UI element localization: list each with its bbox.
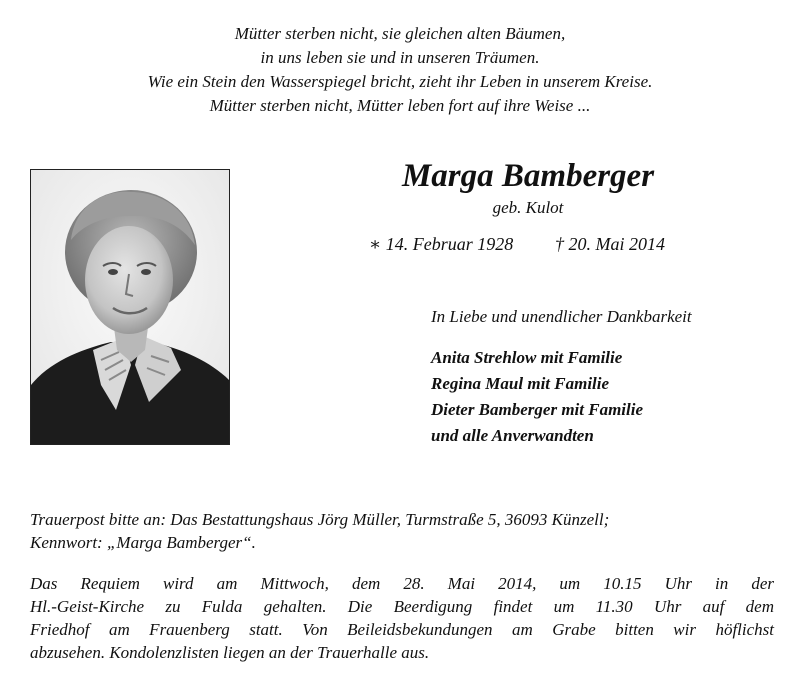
poem-line: Mütter sterben nicht, sie gleichen alten Bäumen, (234, 24, 566, 43)
mourner-name: Anita Strehlow mit Familie (431, 348, 623, 367)
requiem-line: Das Requiem wird am Mittwoch, dem 28. Mai 2014, um 10.15 Uhr in der (30, 574, 774, 593)
requiem-notice (30, 572, 774, 664)
requiem-line: Friedhof am Frauenberg statt. Von Beileidsbekundungen am Grabe bitten wir höflichst (30, 620, 774, 639)
poem-line: Mütter sterben nicht, Mütter leben fort auf ihre Weise ... (209, 96, 591, 115)
requiem-line: abzusehen. Kondolenzlisten liegen an der Trauerhalle aus. (30, 643, 430, 662)
mourner-name: Dieter Bamberger mit Familie (431, 400, 644, 419)
birth-date: ∗ 14. Februar 1928 (369, 234, 514, 254)
portrait-photo (30, 169, 230, 445)
mail-line: Trauerpost bitte an: Das Bestattungshaus Jörg Müller, Turmstraße 5, 36093 Künzell; (30, 510, 610, 529)
portrait-photo-icon (31, 170, 229, 444)
poem-line: in uns leben sie und in unseren Träumen. (260, 48, 540, 67)
mail-line: Kennwort: „Marga Bamberger“. (30, 533, 256, 552)
poem (0, 22, 800, 118)
death-date: † 20. Mai 2014 (555, 234, 665, 254)
mourners-list (431, 345, 643, 449)
condolence-mail-address (30, 508, 609, 554)
mourners-intro: In Liebe und unendlicher Dankbarkeit (431, 307, 692, 326)
poem-line: Wie ein Stein den Wasserspiegel bricht, zieht ihr Leben in unserem Kreise. (147, 72, 653, 91)
birth-name: geb. Kulot (492, 198, 564, 217)
deceased-name: Marga Bamberger (401, 158, 655, 194)
mourner-name: und alle Anverwandten (431, 426, 594, 445)
requiem-line: Hl.-Geist-Kirche zu Fulda gehalten. Die Beerdigung findet um 11.30 Uhr auf dem (30, 597, 774, 616)
mourner-name: Regina Maul mit Familie (431, 374, 610, 393)
